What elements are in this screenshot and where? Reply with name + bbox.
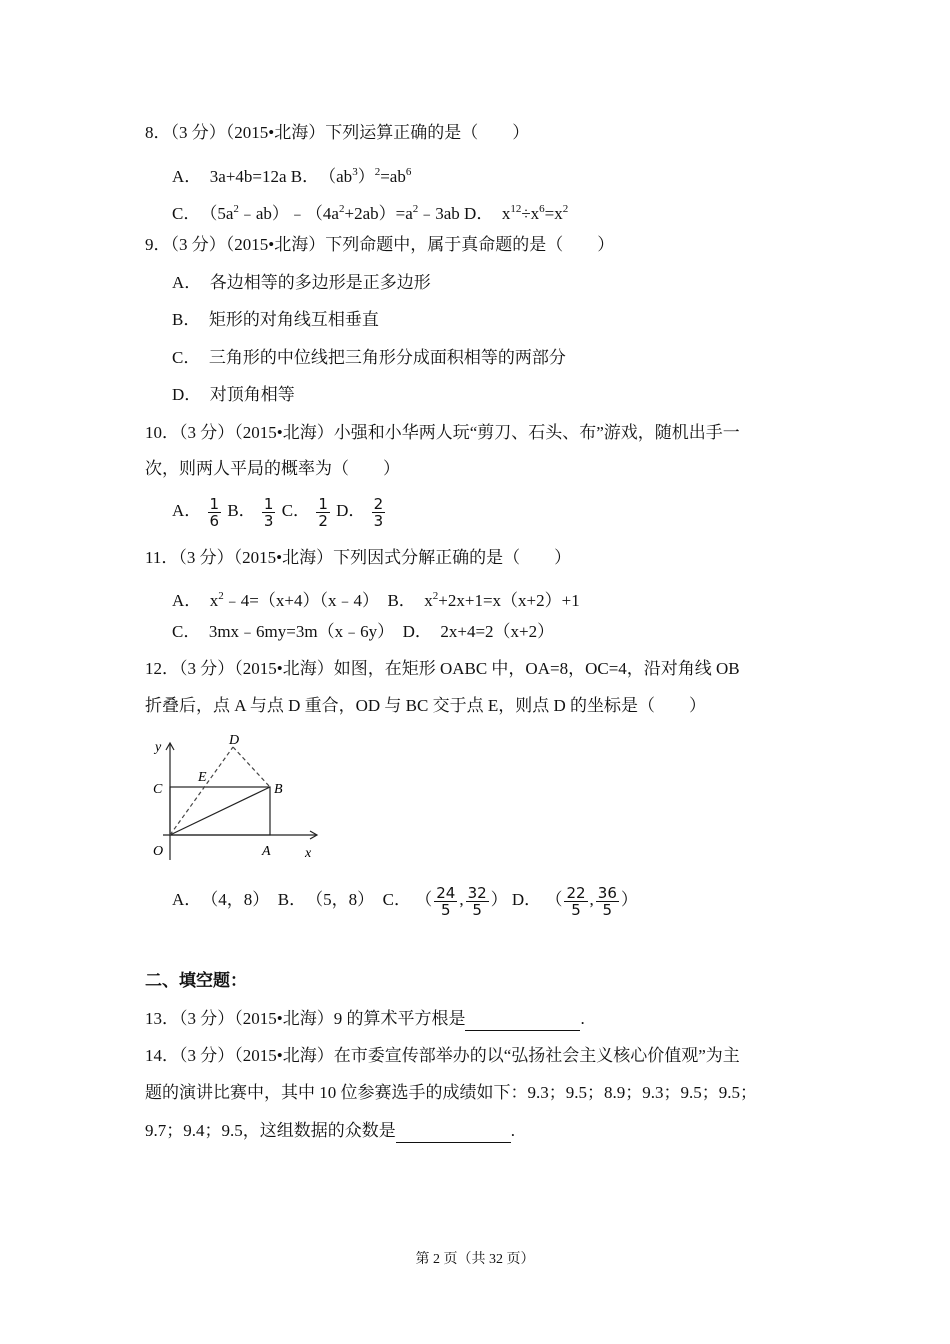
label-o: O xyxy=(153,844,164,859)
q8-stem: 8．（3 分）（2015•北海）下列运算正确的是（ ） xyxy=(145,123,530,142)
label-c: C xyxy=(153,782,163,797)
label-e: E xyxy=(198,770,207,785)
q13: 13．（3 分）（2015•北海）9 的算术平方根是 . xyxy=(145,1007,585,1031)
fraction-a: $\frac{1}{6}$ xyxy=(209,494,220,530)
fraction-c2: $\frac{32}{5}$ xyxy=(467,883,487,919)
q8-options-ab: A． 3a+4b=12a B． $(ab^3)^2=ab^6$ xyxy=(172,166,412,186)
label-x: x xyxy=(305,846,312,861)
q9-option-b: B． 矩形的对角线互相垂直 xyxy=(172,310,379,329)
q9-option-d: D． 对顶角相等 xyxy=(172,385,295,404)
fold-line-db xyxy=(233,747,270,787)
q14-line2: 题的演讲比赛中，其中 10 位参赛选手的成绩如下：9.3；9.5；8.9；9.3；9.5；9.5； xyxy=(145,1083,757,1102)
fraction-d2: $\frac{36}{5}$ xyxy=(597,883,617,919)
label-a: A xyxy=(262,844,271,859)
q14-line1: 14．（3 分）（2015•北海）在市委宣传部举办的以“弘扬社会主义核心价值观”为主 xyxy=(145,1046,740,1065)
answer-blank xyxy=(396,1124,511,1143)
q10-stem-line1: 10．（3 分）（2015•北海）小强和小华两人玩“剪刀、石头、布”游戏，随机出手一 xyxy=(145,423,740,442)
q9-stem: 9．（3 分）（2015•北海）下列命题中，属于真命题的是（ ） xyxy=(145,235,615,254)
q9-option-a: A． 各边相等的多边形是正多边形 xyxy=(172,273,431,292)
fraction-c1: $\frac{24}{5}$ xyxy=(436,883,456,919)
page-footer: 第 2 页（共 32 页） xyxy=(415,1252,535,1267)
q11-stem: 11．（3 分）（2015•北海）下列因式分解正确的是（ ） xyxy=(145,548,572,567)
answer-blank xyxy=(465,1012,580,1031)
q10-options: A． $\frac{1}{6}$ B． $\frac{1}{3}$ C． $\frac{1}{2}$ D． $\frac{2}{3}$ xyxy=(172,494,384,530)
label-b: B xyxy=(274,782,283,797)
q11-options-ab: A． $x^2﹣4=(x+4)(x﹣4)$ B． $x^2+2x+1=x(x+2)+1$ xyxy=(172,590,580,610)
label-d: D xyxy=(229,735,240,748)
fold-line-od xyxy=(170,747,233,835)
q12-options: A． （4，8） B． （5，8） C． （ $\frac{24}{5}$ , $\frac{32}{5}$ ） D． （ $\frac{22}{5}$ , $\frac{36}{5}$ ） xyxy=(172,883,638,919)
fraction-c: $\frac{1}{2}$ xyxy=(318,494,328,530)
fraction-b: $\frac{1}{3}$ xyxy=(263,494,274,530)
rectangle-fold-figure xyxy=(145,735,325,865)
q11-options-cd: C． 3mx﹣6my=3m（x﹣6y） D． 2x+4=2（x+2） xyxy=(172,622,555,641)
section-heading: 二、填空题： xyxy=(145,971,247,990)
q14-line3: 9.7；9.4；9.5，这组数据的众数是 . xyxy=(145,1119,515,1143)
fraction-d1: $\frac{22}{5}$ xyxy=(566,883,586,919)
fraction-d: $\frac{2}{3}$ xyxy=(373,494,384,530)
q12-stem-line1: 12．（3 分）（2015•北海）如图，在矩形 OABC 中，OA=8，OC=4，沿对角线 OB xyxy=(145,659,740,678)
q9-option-c: C． 三角形的中位线把三角形分成面积相等的两部分 xyxy=(172,348,566,367)
q12-stem-line2: 折叠后，点 A 与点 D 重合，OD 与 BC 交于点 E，则点 D 的坐标是（ ） xyxy=(145,696,707,715)
q10-stem-line2: 次，则两人平局的概率为（ ） xyxy=(145,459,400,478)
q8-options-cd: C． $(5a^2﹣ab)﹣(4a^2+2ab)=a^2﹣3ab$ D． $x^{12}\div x^6=x^2$ xyxy=(172,203,569,223)
label-y: y xyxy=(155,740,162,755)
diagonal-ob xyxy=(170,787,270,835)
